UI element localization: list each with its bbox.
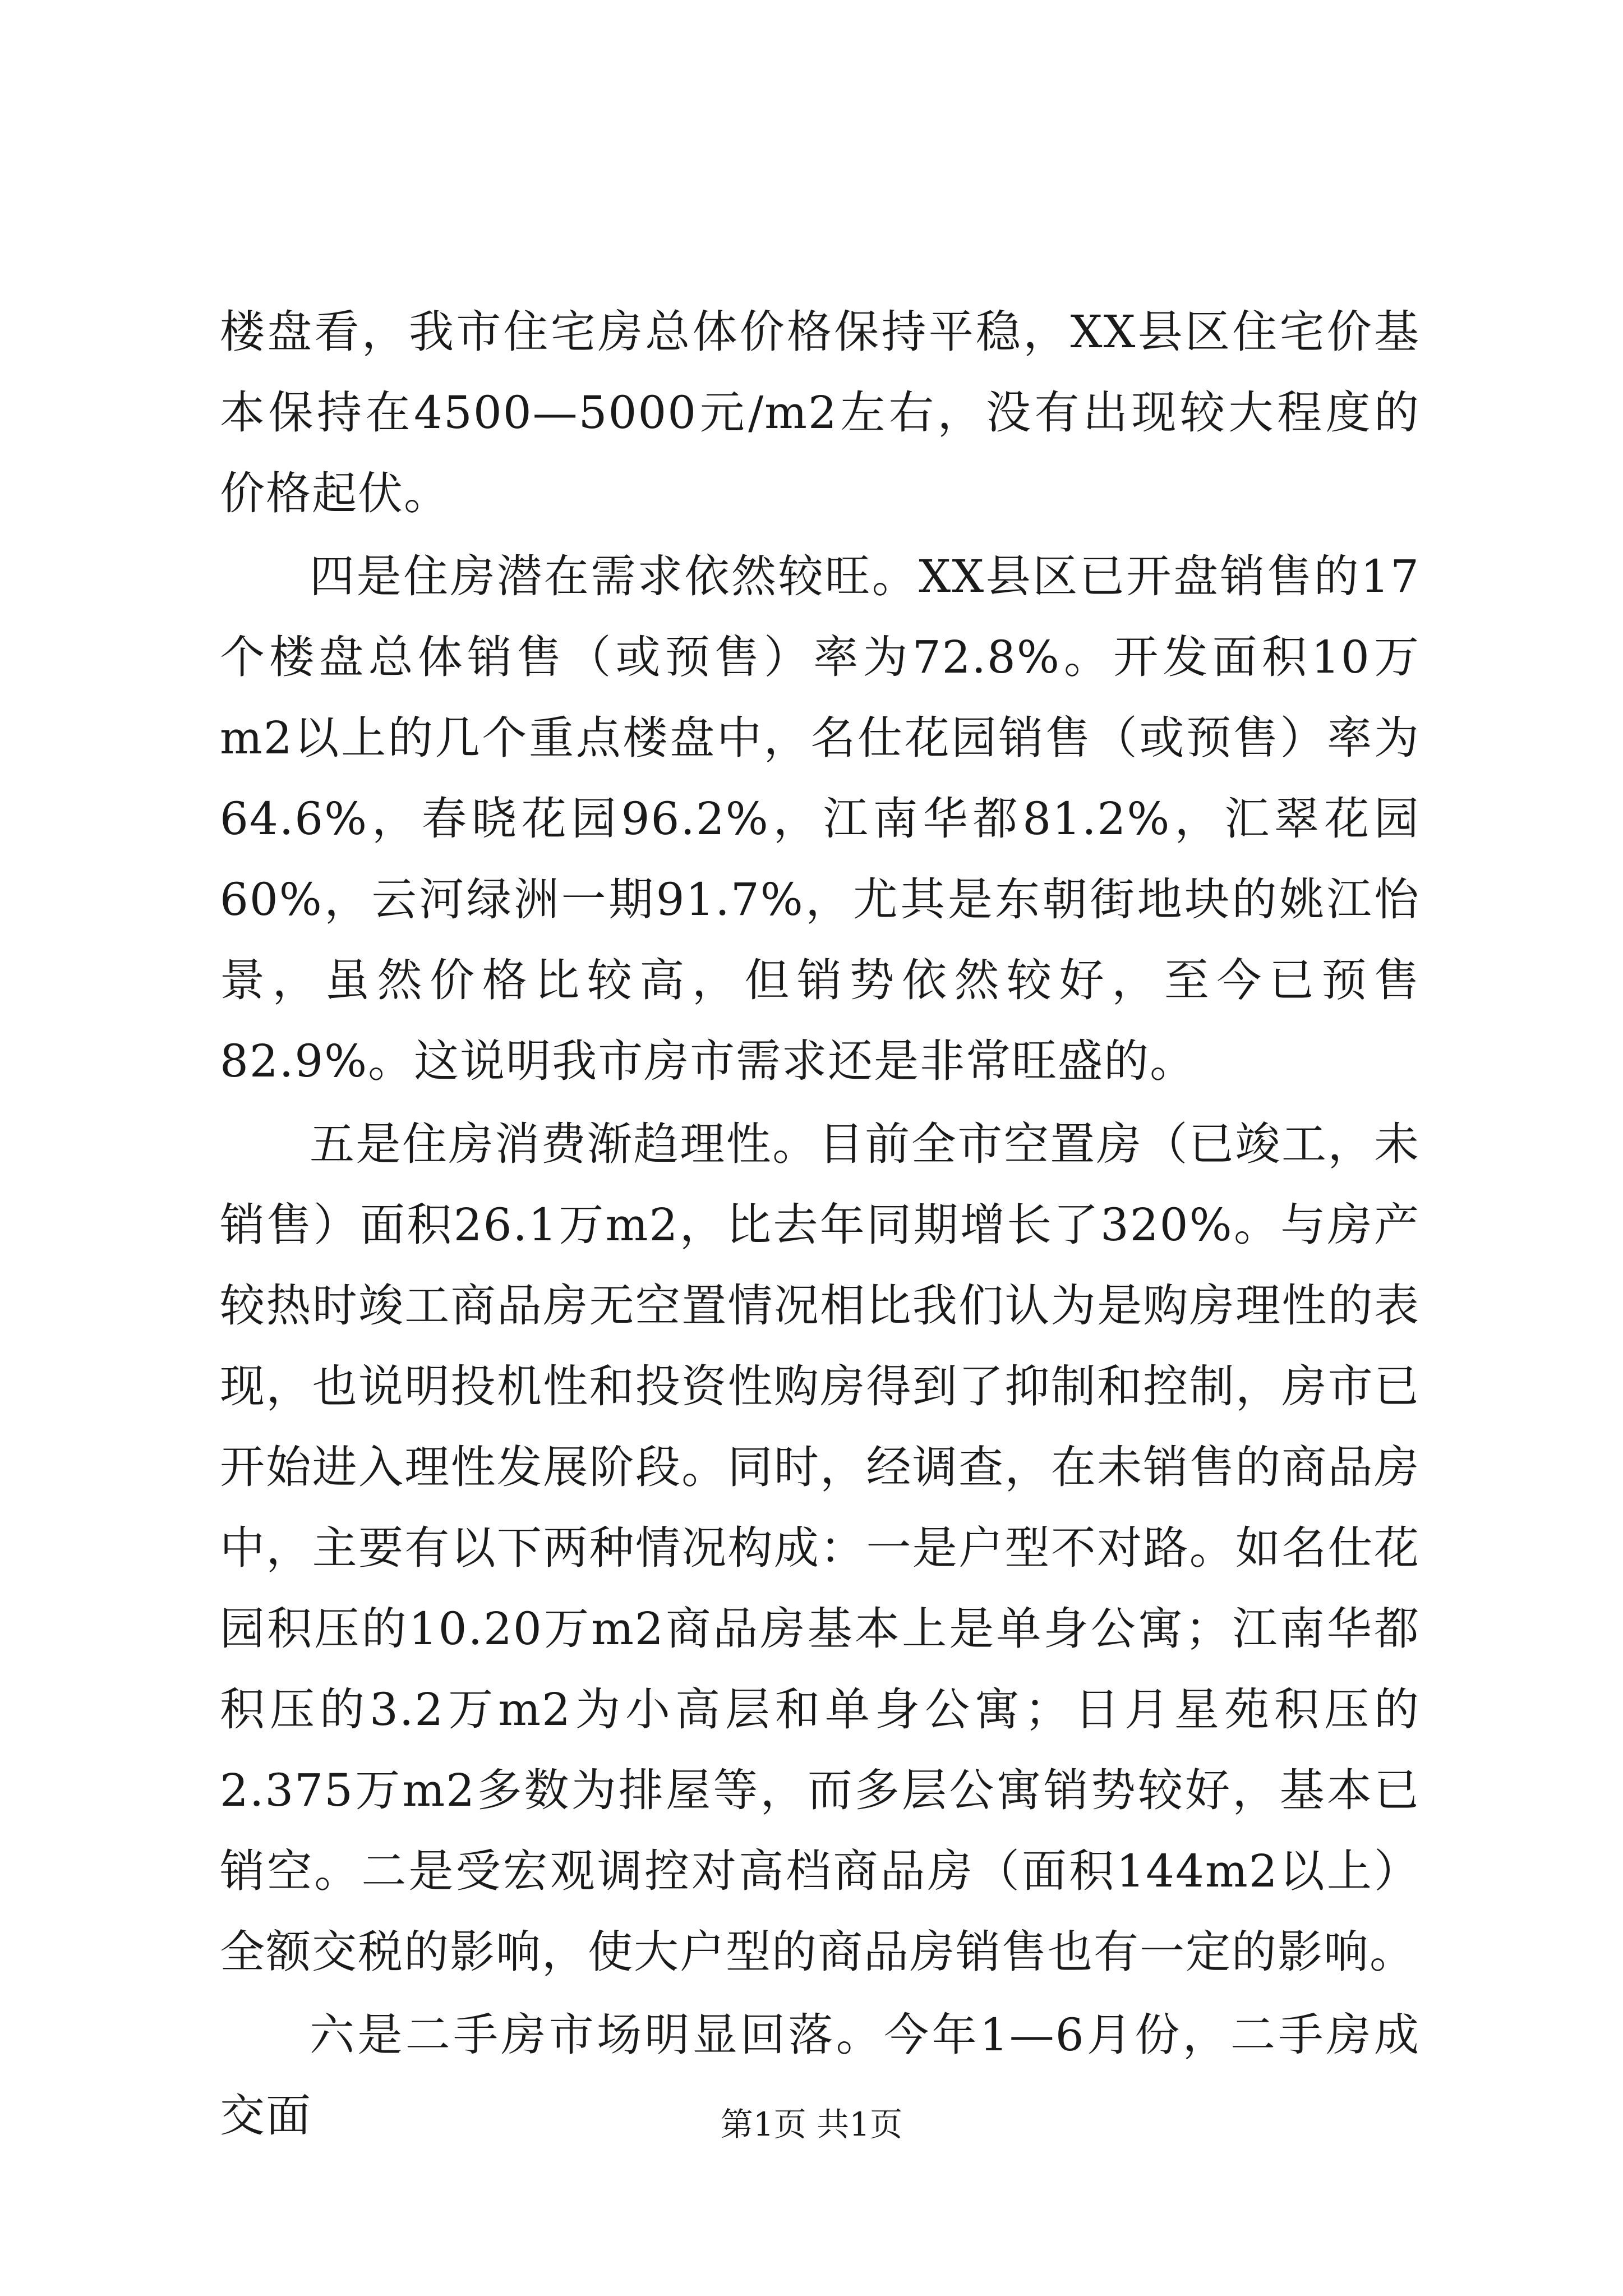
- page-footer: 第1页 共1页: [720, 2105, 903, 2143]
- paragraph-second-hand-market: 六是二手房市场明显回落。今年1—6月份，二手房成交面: [220, 2009, 1420, 2142]
- document-body: [220, 292, 1420, 2159]
- paragraph-continuation: 楼盘看，我市住宅房总体价格保持平稳，XX县区住宅价基本保持在4500—5000元/m2左右，没有出现较大程度的价格起伏。: [220, 306, 1420, 519]
- paragraph-housing-demand: 四是住房潜在需求依然较旺。XX县区已开盘销售的17个楼盘总体销售（或预售）率为72.8%。开发面积10万m2以上的几个重点楼盘中，名仕花园销售（或预售）率为64.6%，春晓花园96.2%，江南华都81.2%，汇翠花园60%，云河绿洲一期91.7%，尤其是东朝街地块的姚江怡景，虽然价格比较高，但销势依然较好，至今已预售82.9%。这说明我市房市需求还是非常旺盛的。: [220, 550, 1420, 1087]
- paragraph-housing-consumption: 五是住房消费渐趋理性。目前全市空置房（已竣工，未销售）面积26.1万m2，比去年同期增长了320%。与房产较热时竣工商品房无空置情况相比我们认为是购房理性的表现，也说明投机性和投资性购房得到了抑制和控制，房市已开始进入理性发展阶段。同时，经调查，在未销售的商品房中，主要有以下两种情况构成：一是户型不对路。如名仕花园积压的10.20万m2商品房基本上是单身公寓；江南华都积压的3.2万m2为小高层和单身公寓；日月星苑积压的2.375万m2多数为排屋等，而多层公寓销势较好，基本已销空。二是受宏观调控对高档商品房（面积144m2以上）全额交税的影响，使大户型的商品房销售也有一定的影响。: [220, 1118, 1420, 1978]
